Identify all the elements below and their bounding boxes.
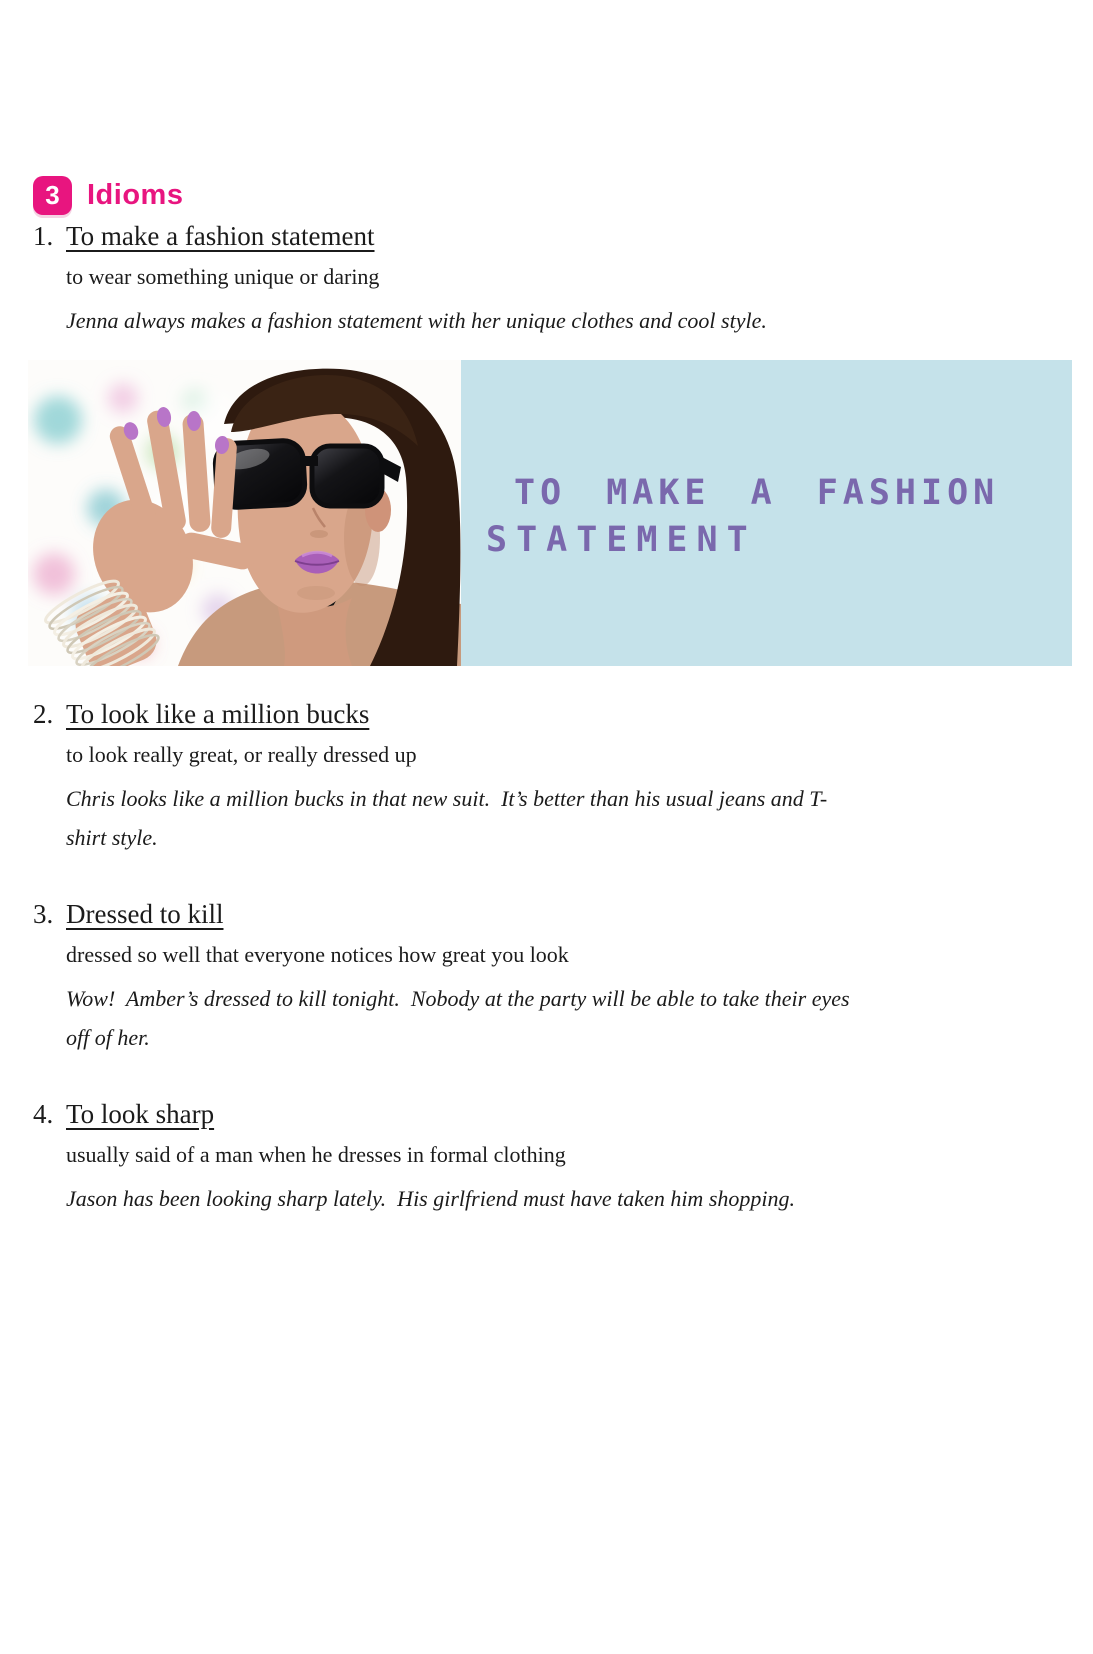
banner-caption (486, 470, 999, 564)
idiom-entry-4 (33, 1097, 1033, 1218)
idiom-number: 3. (33, 899, 54, 929)
idiom-definition: to wear something unique or daring (66, 264, 380, 289)
idiom-term: To look sharp (66, 1099, 215, 1129)
idiom-definition: usually said of a man when he dresses in formal clothing (66, 1142, 566, 1167)
section-number-badge: 3 (33, 176, 72, 215)
idiom-number: 1. (33, 221, 54, 251)
idiom-example: Wow! Amber’s dressed to kill tonight. Nobody at the party will be able to take their eyes off of her. (66, 986, 856, 1050)
idiom-heading (33, 697, 1033, 731)
idiom-term: To look like a million bucks (66, 699, 370, 729)
idiom-entry-3 (33, 897, 1033, 1057)
idiom-example: Chris looks like a million bucks in that new suit. It’s better than his usual jeans and T-shirt style. (66, 786, 828, 850)
idiom-heading (33, 219, 1033, 253)
banner-caption-line1: TO MAKE A FASHION (514, 473, 1000, 513)
idiom-entry-1 (33, 219, 1033, 340)
idiom-heading (33, 1097, 1033, 1131)
idiom-entry-2 (33, 697, 1033, 857)
idiom-example: Jason has been looking sharp lately. His girlfriend must have taken him shopping. (66, 1186, 795, 1211)
idiom-example: Jenna always makes a fashion statement with her unique clothes and cool style. (66, 308, 767, 333)
idiom-term: To make a fashion statement (66, 221, 375, 251)
idiom-definition: dressed so well that everyone notices how great you look (66, 942, 569, 967)
idiom-term: Dressed to kill (66, 899, 224, 929)
banner-caption-line2: STATEMENT (486, 520, 757, 560)
idiom-definition: to look really great, or really dressed up (66, 742, 417, 767)
idiom-heading (33, 897, 1033, 931)
section-title: Idioms (87, 179, 184, 211)
idiom-number: 2. (33, 699, 54, 729)
section-header (33, 176, 183, 215)
idiom-number: 4. (33, 1099, 54, 1129)
fashion-statement-banner (28, 360, 1072, 666)
